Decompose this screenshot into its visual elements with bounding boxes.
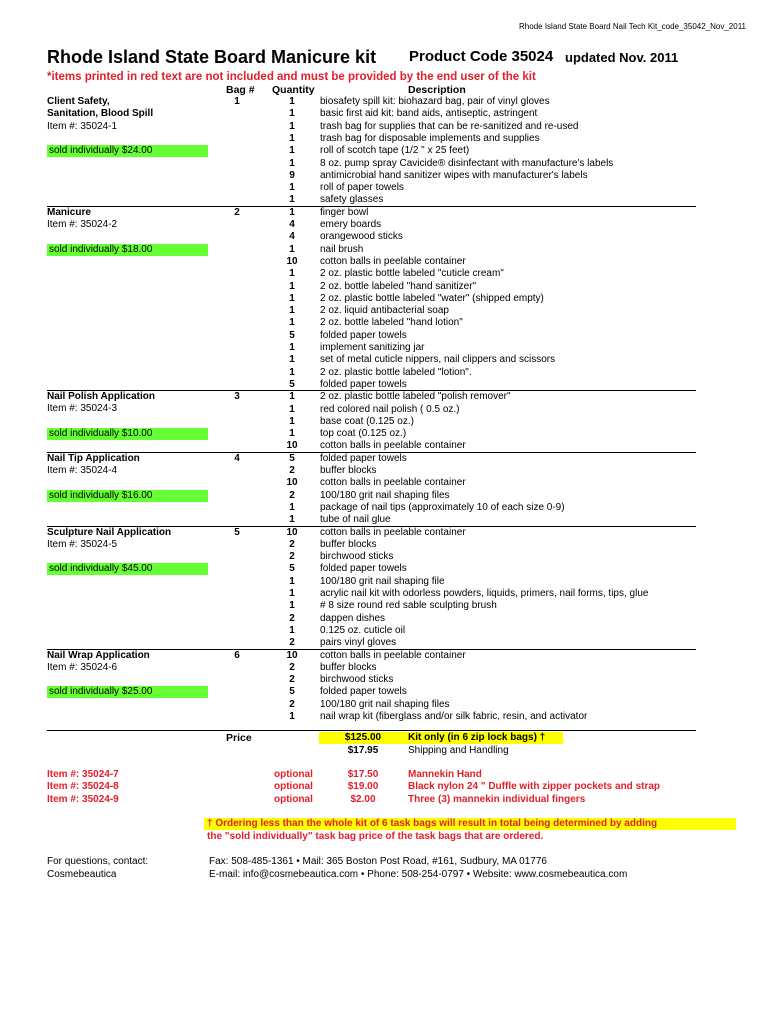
column-header-description: Description <box>408 84 466 96</box>
quantity-cell: 1 <box>289 403 295 415</box>
sold-individually-price: sold individually $24.00 <box>47 145 208 157</box>
kit-price: $125.00 <box>344 732 382 743</box>
optional-description: Mannekin Hand <box>408 769 482 780</box>
description-cell: package of nail tips (approximately 10 of each size 0-9) <box>320 501 565 513</box>
section-name: Manicure <box>47 206 91 218</box>
optional-price: $2.00 <box>350 794 376 805</box>
description-cell: cotton balls in peelable container <box>320 477 466 489</box>
description-cell: 0.125 oz. cuticle oil <box>320 624 406 636</box>
description-cell: antimicrobial hand sanitizer wipes with manufacturer's labels <box>320 169 588 181</box>
section-name: Sculpture Nail Application <box>47 526 172 538</box>
quantity-cell: 1 <box>289 268 295 280</box>
section-name: Nail Tip Application <box>47 452 140 464</box>
quantity-cell: 4 <box>289 231 295 243</box>
page-title: Rhode Island State Board Manicure kit <box>47 47 377 67</box>
quantity-cell: 1 <box>289 157 295 169</box>
section-item-number: Item #: 35024-6 <box>47 661 118 673</box>
table-row <box>0 428 770 440</box>
sold-individually-price: sold individually $18.00 <box>47 244 208 256</box>
quantity-cell: 1 <box>289 194 295 206</box>
quantity-cell: 1 <box>289 132 295 144</box>
description-cell: folded paper towels <box>320 686 407 698</box>
description-cell: implement sanitizing jar <box>320 342 425 353</box>
ordering-warning-line-1: † Ordering less than the whole kit of 6 task bags will result in total being determined by adding <box>207 818 658 829</box>
table-row <box>0 502 770 514</box>
description-cell: 2 oz. plastic bottle labeled "polish remover" <box>320 391 511 403</box>
quantity-cell: 5 <box>289 452 295 464</box>
quantity-cell: 1 <box>289 600 295 612</box>
table-row <box>0 600 770 612</box>
table-row <box>0 182 770 194</box>
description-cell: 2 oz. plastic bottle labeled "cuticle cream" <box>320 268 504 280</box>
description-cell: 100/180 grit nail shaping files <box>320 698 450 710</box>
optional-description: Black nylon 24 " Duffle with zipper pockets and strap <box>408 781 661 792</box>
description-cell: top coat (0.125 oz.) <box>320 428 407 440</box>
table-row <box>0 268 770 280</box>
table-row <box>0 256 770 268</box>
description-cell: cotton balls in peelable container <box>320 440 466 452</box>
company-name: Cosmebeautica <box>47 869 117 880</box>
description-cell: buffer blocks <box>320 465 377 476</box>
description-cell: basic first aid kit: band aids, antiseptic, astringent <box>320 108 538 120</box>
quantity-cell: 1 <box>289 145 295 157</box>
section-name: Nail Polish Application <box>47 391 155 403</box>
quantity-cell: 10 <box>286 477 298 489</box>
table-row <box>0 231 770 243</box>
quantity-cell: 1 <box>289 206 295 218</box>
description-cell: red colored nail polish ( 0.5 oz.) <box>320 403 460 415</box>
quantity-cell: 5 <box>289 329 295 341</box>
description-cell: 100/180 grit nail shaping files <box>320 489 450 501</box>
optional-price: $17.50 <box>347 769 379 780</box>
table-row <box>0 219 770 231</box>
optional-item-number: Item #: 35024-8 <box>47 781 119 792</box>
quantity-cell: 1 <box>289 514 295 526</box>
description-cell: cotton balls in peelable container <box>320 649 466 661</box>
description-cell: cotton balls in peelable container <box>320 526 466 538</box>
description-cell: buffer blocks <box>320 538 377 550</box>
sold-individually-price: sold individually $25.00 <box>47 686 208 698</box>
optional-status: optional <box>274 769 313 780</box>
quantity-cell: 1 <box>289 305 295 317</box>
optional-price: $19.00 <box>347 781 379 792</box>
section-item-number: Item #: 35024-4 <box>47 464 118 476</box>
quantity-cell: 1 <box>289 317 295 329</box>
description-cell: base coat (0.125 oz.) <box>320 415 414 427</box>
quantity-cell: 1 <box>289 292 295 304</box>
table-row <box>0 404 770 416</box>
description-cell: safety glasses <box>320 194 384 206</box>
table-row <box>0 207 770 219</box>
description-cell: 2 oz. bottle labeled "hand lotion" <box>320 317 463 329</box>
quantity-cell: 1 <box>289 366 295 378</box>
description-cell: nail brush <box>320 243 364 255</box>
shipping-note: Shipping and Handling <box>408 745 509 756</box>
quantity-cell: 10 <box>286 649 298 661</box>
description-cell: folded paper towels <box>320 563 407 575</box>
section-divider <box>47 730 696 731</box>
optional-item-number: Item #: 35024-7 <box>47 769 119 780</box>
quantity-cell: 10 <box>286 526 298 538</box>
table-row <box>0 576 770 588</box>
table-row <box>0 711 770 723</box>
section-item-number: Item #: 35024-3 <box>47 403 118 415</box>
quantity-cell: 1 <box>289 588 295 599</box>
table-row <box>0 625 770 637</box>
quantity-cell: 2 <box>289 538 295 550</box>
section-item-number: Item #: 35024-1 <box>47 120 118 132</box>
table-row <box>0 158 770 170</box>
column-header-quantity: Quantity <box>272 84 315 96</box>
quantity-cell: 5 <box>289 563 295 575</box>
bag-number: 3 <box>234 391 240 403</box>
product-code: Product Code 35024 <box>409 48 554 65</box>
kit-note: Kit only (in 6 zip lock bags) † <box>408 732 546 743</box>
contact-label: For questions, contact: <box>47 856 149 867</box>
table-row <box>0 317 770 329</box>
description-cell: 2 oz. plastic bottle labeled "water" (shipped empty) <box>320 292 544 304</box>
description-cell: 2 oz. bottle labeled "hand sanitizer" <box>320 280 477 292</box>
sold-individually-price: sold individually $45.00 <box>47 563 208 575</box>
bag-number: 5 <box>234 526 240 538</box>
table-row <box>0 416 770 428</box>
description-cell: roll of scotch tape (1/2 " x 25 feet) <box>320 145 470 157</box>
description-cell: tube of nail glue <box>320 514 391 526</box>
sold-individually-price: sold individually $10.00 <box>47 428 208 440</box>
table-row <box>0 674 770 686</box>
table-row <box>0 662 770 674</box>
table-row <box>0 637 770 649</box>
quantity-cell: 1 <box>289 391 295 403</box>
table-row <box>0 490 770 502</box>
red-text-note: *items printed in red text are not included and must be provided by the end user of the kit <box>47 71 536 83</box>
quantity-cell: 1 <box>289 342 295 353</box>
table-row <box>0 342 770 354</box>
quantity-cell: 1 <box>289 624 295 636</box>
optional-description: Three (3) mannekin individual fingers <box>408 794 586 805</box>
bag-number: 4 <box>234 452 240 464</box>
quantity-cell: 9 <box>289 169 295 181</box>
quantity-cell: 1 <box>289 96 295 107</box>
bag-number: 1 <box>234 96 240 107</box>
description-cell: dappen dishes <box>320 612 386 624</box>
ordering-warning-line-2: the "sold individually" task bag price of the task bags that are ordered. <box>207 831 544 842</box>
description-cell: 2 oz. plastic bottle labeled "lotion". <box>320 366 472 378</box>
description-cell: orangewood sticks <box>320 231 403 243</box>
table-row <box>0 330 770 342</box>
table-row <box>0 514 770 526</box>
table-row <box>0 305 770 317</box>
quantity-cell: 4 <box>289 219 295 230</box>
optional-status: optional <box>274 794 313 805</box>
description-cell: acrylic nail kit with odorless powders, liquids, primers, nail forms, tips, glue <box>320 588 649 599</box>
quantity-cell: 2 <box>289 637 295 649</box>
description-cell: buffer blocks <box>320 661 377 673</box>
table-row <box>0 244 770 256</box>
quantity-cell: 1 <box>289 354 295 366</box>
contact-fax-mail: Fax: 508-485-1361 • Mail: 365 Boston Post Road, #161, Sudbury, MA 01776 <box>209 856 547 867</box>
quantity-cell: 1 <box>289 280 295 292</box>
quantity-cell: 1 <box>289 182 295 194</box>
quantity-cell: 5 <box>289 378 295 390</box>
description-cell: trash bag for disposable implements and supplies <box>320 132 540 144</box>
optional-status: optional <box>274 781 313 792</box>
table-row <box>0 650 770 662</box>
column-header-bag: Bag # <box>226 84 255 96</box>
quantity-cell: 2 <box>289 465 295 476</box>
table-row <box>0 440 770 452</box>
quantity-cell: 5 <box>289 686 295 698</box>
section-name: Client Safety, <box>47 96 110 107</box>
table-row <box>0 588 770 600</box>
description-cell: cotton balls in peelable container <box>320 255 466 267</box>
description-cell: trash bag for supplies that can be re-sanitized and re-used <box>320 120 579 132</box>
quantity-cell: 2 <box>289 698 295 710</box>
description-cell: emery boards <box>320 219 382 230</box>
description-cell: pairs vinyl gloves <box>320 637 397 649</box>
description-cell: 8 oz. pump spray Cavicide® disinfectant with manufacture's labels <box>320 157 614 169</box>
bag-number: 2 <box>234 206 240 218</box>
table-row <box>0 539 770 551</box>
table-row <box>0 194 770 206</box>
quantity-cell: 1 <box>289 108 295 120</box>
quantity-cell: 1 <box>289 711 295 722</box>
quantity-cell: 2 <box>289 674 295 686</box>
quantity-cell: 10 <box>286 440 298 452</box>
quantity-cell: 1 <box>289 415 295 427</box>
description-cell: 100/180 grit nail shaping file <box>320 575 445 587</box>
table-row <box>0 121 770 133</box>
description-cell: folded paper towels <box>320 452 407 464</box>
description-cell: set of metal cuticle nippers, nail clippers and scissors <box>320 354 556 366</box>
table-row <box>0 354 770 366</box>
quantity-cell: 10 <box>286 255 298 267</box>
quantity-cell: 1 <box>289 501 295 513</box>
description-cell: folded paper towels <box>320 329 407 341</box>
description-cell: finger bowl <box>320 206 369 218</box>
section-name: Nail Wrap Application <box>47 649 150 661</box>
table-row <box>0 170 770 182</box>
quantity-cell: 1 <box>289 428 295 440</box>
quantity-cell: 1 <box>289 120 295 132</box>
table-row <box>0 96 770 108</box>
table-row <box>0 379 770 391</box>
table-row <box>0 133 770 145</box>
shipping-price: $17.95 <box>347 745 379 756</box>
quantity-cell: 2 <box>289 661 295 673</box>
table-row <box>0 477 770 489</box>
quantity-cell: 2 <box>289 551 295 563</box>
table-row <box>0 527 770 539</box>
table-row <box>0 465 770 477</box>
table-row <box>0 686 770 698</box>
description-cell: biosafety spill kit: biohazard bag, pair of vinyl gloves <box>320 96 550 107</box>
section-item-number: Item #: 35024-5 <box>47 538 118 550</box>
updated-date: updated Nov. 2011 <box>565 50 679 65</box>
table-row <box>0 145 770 157</box>
table-row <box>0 108 770 120</box>
description-cell: # 8 size round red sable sculpting brush <box>320 600 497 612</box>
quantity-cell: 2 <box>289 612 295 624</box>
description-cell: folded paper towels <box>320 378 407 390</box>
table-row <box>0 453 770 465</box>
table-row <box>0 281 770 293</box>
table-row <box>0 551 770 563</box>
table-row <box>0 699 770 711</box>
sold-individually-price: sold individually $16.00 <box>47 490 208 502</box>
description-cell: birchwood sticks <box>320 551 394 563</box>
description-cell: roll of paper towels <box>320 182 404 194</box>
section-item-number: Item #: 35024-2 <box>47 218 118 230</box>
table-row <box>0 613 770 625</box>
quantity-cell: 1 <box>289 575 295 587</box>
table-row <box>0 293 770 305</box>
description-cell: nail wrap kit (fiberglass and/or silk fabric, resin, and activator <box>320 711 588 722</box>
price-label: Price <box>226 732 252 744</box>
bag-number: 6 <box>234 649 240 661</box>
description-cell: 2 oz. liquid antibacterial soap <box>320 305 449 317</box>
description-cell: birchwood sticks <box>320 674 394 686</box>
optional-item-number: Item #: 35024-9 <box>47 794 119 805</box>
contact-email-phone-web: E-mail: info@cosmebeautica.com • Phone: 508-254-0797 • Website: www.cosmebeautica.com <box>209 869 628 880</box>
quantity-cell: 1 <box>289 243 295 255</box>
header-note: Rhode Island State Board Nail Tech Kit_code_35042_Nov_2011 <box>519 22 746 31</box>
table-row <box>0 367 770 379</box>
quantity-cell: 2 <box>289 489 295 501</box>
table-row <box>0 563 770 575</box>
section-name: Sanitation, Blood Spill <box>47 108 154 120</box>
table-row <box>0 391 770 403</box>
